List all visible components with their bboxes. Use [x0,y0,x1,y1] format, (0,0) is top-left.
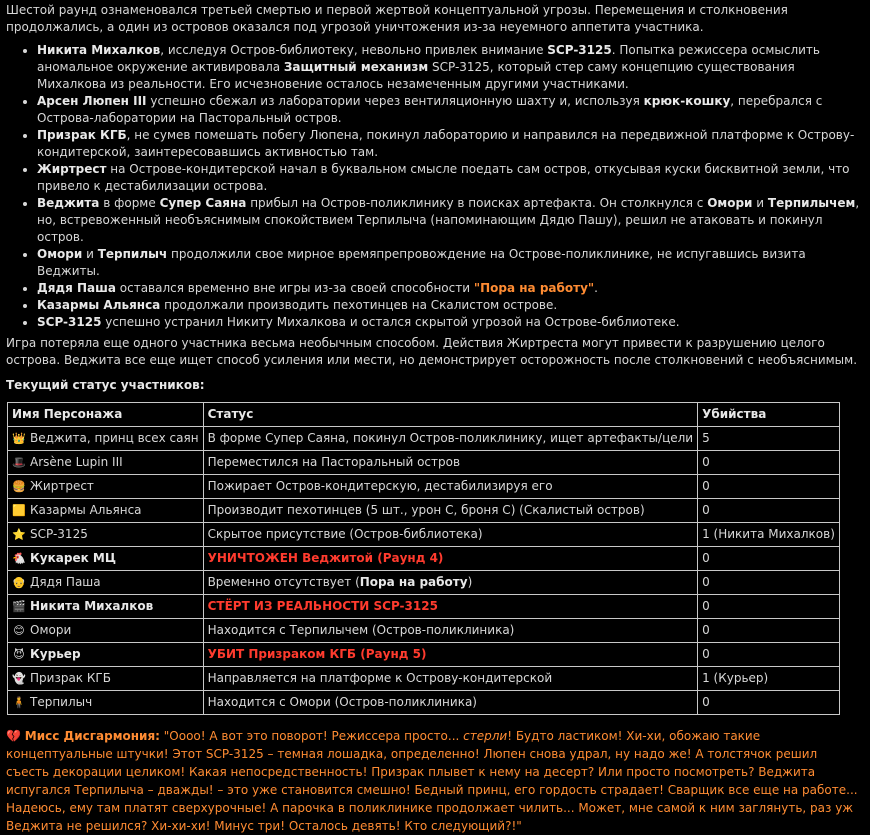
status-text: Находится с Омори (Остров-поликлиника) [207,695,477,709]
table-row [8,595,840,619]
event-text: , перебрался с Острова-лаборатории на Пасторальный остров. [37,94,823,125]
character-name: Курьер [30,647,81,661]
broken-heart-icon: 💔 [6,729,21,743]
event-text: и [752,196,768,210]
event-text: . Попытка режиссера осмыслить аномальное окружение активировала [37,43,820,74]
status-text: ) [467,575,473,589]
list-item [37,127,864,161]
event-text: , не сумев помешать побегу Люпена, покинул лабораторию и направился на передвижной платформе к Острову-кондитерской, заинтересовавшись активностью там. [37,128,855,159]
event-subject: Никита Михалков [37,43,161,57]
cell-kills: 0 [698,643,840,667]
event-bold: Защитный механизм [283,60,429,74]
character-name: Омори [30,623,72,637]
status-text: В форме Супер Саяна, покинул Остров-поликлинику, ищет артефакты/цели [207,431,694,445]
cell-status [203,547,698,571]
cell-name [8,523,204,547]
list-item [37,42,864,93]
table-row [8,499,840,523]
character-name: Arsène Lupin III [30,455,123,469]
list-item [37,297,864,314]
status-table [7,402,840,715]
event-text: и [82,247,98,261]
event-text: оставался временно вне игры из-за своей способности [115,281,474,295]
character-name: Кукарек МЦ [30,551,116,565]
status-text: УБИТ Призраком КГБ (Раунд 5) [207,647,427,661]
character-icon: 👑 [12,432,26,445]
character-name: Жиртрест [30,479,94,493]
character-name: SCP-3125 [30,527,88,541]
comment-emphasis: стерли [463,729,508,743]
character-name: Призрак КГБ [30,671,111,685]
cell-kills: 0 [698,595,840,619]
cell-kills: 0 [698,499,840,523]
cell-status [203,427,698,451]
event-text: успешно сбежал из лаборатории через вентиляционную шахту и, используя [146,94,644,108]
final-comment [6,727,864,835]
cell-kills: 1 (Никита Михалков) [698,523,840,547]
status-text: Находится с Терпилычем (Остров-поликлиника) [207,623,515,637]
cell-status [203,643,698,667]
status-heading: Текущий статус участников: [6,378,205,392]
status-text: Пожирает Остров-кондитерскую, дестабилизируя его [207,479,553,493]
character-icon: 👴 [12,576,26,589]
cell-name [8,451,204,475]
event-text: продолжили свое мирное времяпрепровождение на Острове-поликлинике, не испугавшись визита Веджиты. [37,247,806,278]
column-header-status: Статус [203,403,698,427]
character-icon: 🎩 [12,456,26,469]
character-name: Дядя Паша [30,575,101,589]
cell-kills: 0 [698,691,840,715]
status-text: СТЁРТ ИЗ РЕАЛЬНОСТИ SCP-3125 [207,599,438,613]
character-icon: ⭐ [12,528,26,541]
status-text: Переместился на Пасторальный остров [207,455,461,469]
character-icon: 😈 [13,648,25,661]
cell-name [8,691,204,715]
cell-name [8,571,204,595]
status-text: Временно отсутствует ( [207,575,360,589]
status-table-body [8,427,840,715]
event-text: SCP-3125, который стер саму концепцию существования Михалкова из реальности. Его исчезновение осталось незамеченным другими участниками. [37,60,795,91]
column-header-kills: Убийства [698,403,840,427]
list-item [37,93,864,127]
event-text: на Острове-кондитерской начал в буквальном смысле поедать сам остров, откусывая куски бисквитной земли, что привело к дестабилизации острова. [37,162,850,193]
cell-status [203,571,698,595]
character-icon: 😊 [13,624,25,637]
status-text: УНИЧТОЖЕН Веджитой (Раунд 4) [207,551,444,565]
table-row [8,475,840,499]
cell-status [203,691,698,715]
cell-status [203,499,698,523]
event-subject: Арсен Люпен III [37,94,147,108]
table-row [8,619,840,643]
event-subject: SCP-3125 [37,315,102,329]
event-bold: крюк-кошку [643,94,731,108]
event-text: успешно устранил Никиту Михалкова и остался скрытой угрозой на Острове-библиотеке. [101,315,680,329]
list-item [37,161,864,195]
summary-paragraph: Игра потеряла еще одного участника весьма необычным способом. Действия Жиртреста могут привести к разрушению целого острова. Веджита все еще ищет способ усиления или мести, но демонстрирует осторожность после столкновений с необъяснимым. [6,336,858,367]
character-name: Терпилыч [30,695,93,709]
cell-status [203,667,698,691]
cell-name [8,619,204,643]
table-row [8,667,840,691]
table-row [8,451,840,475]
cell-status [203,595,698,619]
comment-text: "Оооо! А вот это поворот! Режиссера просто... [159,729,464,743]
event-text: прибыл на Остров-поликлинику в поисках артефакта. Он столкнулся с [246,196,708,210]
status-text: Производит пехотинцев (5 шт., урон C, броня C) (Скалистый остров) [207,503,645,517]
cell-name [8,643,204,667]
table-row [8,523,840,547]
table-row [8,547,840,571]
status-bold: Пора на работу [359,575,468,589]
character-icon: 🍔 [12,480,26,493]
list-item [37,195,864,246]
event-text: продолжали производить пехотинцев на Скалистом острове. [160,298,558,312]
character-name: Никита Михалков [30,599,154,613]
table-row [8,691,840,715]
column-header-name: Имя Персонажа [8,403,204,427]
list-item [37,280,864,297]
cell-name [8,667,204,691]
event-subject: Дядя Паша [37,281,116,295]
event-text: в форме [99,196,160,210]
cell-name [8,595,204,619]
cell-status [203,451,698,475]
character-icon: 🎬 [12,600,26,613]
speaker-name: Мисс Дисгармония: [24,729,160,743]
cell-status [203,523,698,547]
table-header-row [8,403,840,427]
table-row [8,427,840,451]
event-subject: Казармы Альянса [37,298,161,312]
cell-kills: 0 [698,571,840,595]
cell-status [203,475,698,499]
list-item [37,246,864,280]
cell-kills: 0 [698,619,840,643]
intro-paragraph: Шестой раунд ознаменовался третьей смертью и первой жертвой концептуальной угрозы. Перемещения и столкновения продолжались, а один из островов оказался под угрозой уничтожения из-за неуемного аппетита участника. [6,3,788,34]
cell-kills: 5 [698,427,840,451]
cell-name [8,475,204,499]
cell-status [203,619,698,643]
event-bold: Супер Саяна [159,196,247,210]
event-subject: Веджита [37,196,100,210]
event-text: , но, встревоженный необъяснимым спокойствием Терпилыча (напоминающим Дядю Пашу), решил не атаковать и покинул остров. [37,196,860,244]
character-icon: 🐔 [12,552,26,565]
event-bold: Терпилыч [97,247,168,261]
character-name: Казармы Альянса [30,503,142,517]
character-icon: 🟨 [12,504,26,517]
cell-kills: 0 [698,451,840,475]
ability-name: "Пора на работу" [473,281,595,295]
comment-text: ! Будто ластиком! Хи-хи, обожаю такие концептуальные штучки! Этот SCP-3125 – темная лошадка, определенно! Люпен снова удрал, ну надо же! А толстячок решил съесть декорации целиком! Какая непосредственность! Призрак плывет к нему на десерт? Или просто посмотреть? Веджита испугался Терпилыча – дважды! – это уже становится смешно! Бедный принц, его гордость страдает! Сварщик все еще на работе... Надеюсь, ему там платят сверхурочные! А парочка в поликлинике продолжает чилить... Может, мне самой к ним заглянуть, раз уж Веджита не решился? Хи-хи-хи! Минус три! Осталось девять! Кто следующий?!" [6,729,858,833]
cell-name [8,427,204,451]
events-list [6,42,864,331]
event-text: . [594,281,598,295]
character-icon: 🧍 [12,696,26,709]
status-text: Направляется на платформе к Острову-кондитерской [207,671,553,685]
event-bold: Омори [707,196,753,210]
table-row [8,571,840,595]
character-icon: 👻 [12,672,26,685]
event-subject: Омори [37,247,83,261]
list-item [37,314,864,331]
cell-name [8,547,204,571]
cell-kills: 1 (Курьер) [698,667,840,691]
event-bold: Терпилычем [767,196,856,210]
cell-kills: 0 [698,547,840,571]
cell-kills: 0 [698,475,840,499]
cell-name [8,499,204,523]
event-bold: SCP-3125 [547,43,612,57]
character-name: Веджита, принц всех саян [30,431,199,445]
status-text: Скрытое присутствие (Остров-библиотека) [207,527,483,541]
event-subject: Жиртрест [37,162,107,176]
table-row [8,643,840,667]
event-text: , исследуя Остров-библиотеку, невольно привлек внимание [160,43,548,57]
event-subject: Призрак КГБ [37,128,127,142]
